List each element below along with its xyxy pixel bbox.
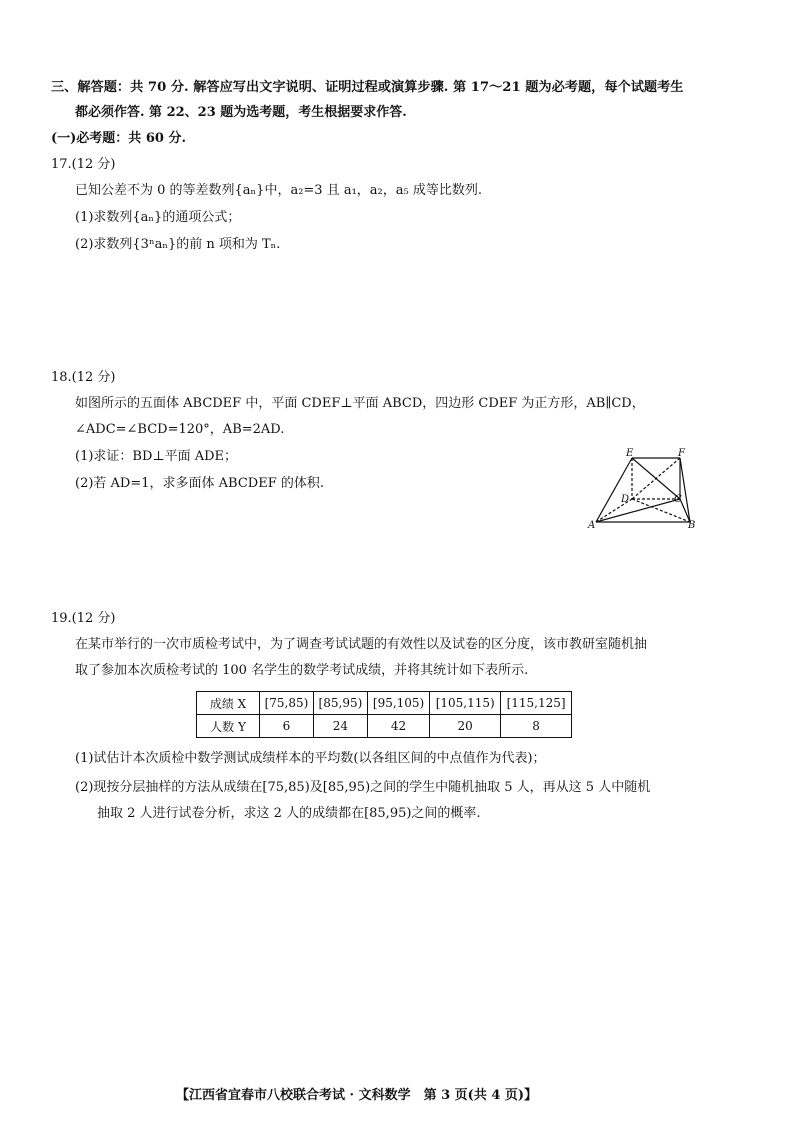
table-cell-interval: [95,105): [367, 692, 429, 715]
pentahedron-figure: [584, 448, 704, 534]
required-section-title: (一)必考题：共 60 分.: [51, 131, 186, 146]
section-intro-line-1: 三、解答题：共 70 分. 解答应写出文字说明、证明过程或演算步骤. 第 17～21 题为必考题，每个试题考生: [51, 80, 684, 95]
q17-part2: (2)求数列{3ⁿaₙ}的前 n 项和为 Tₙ.: [75, 237, 281, 252]
table-cell-interval: [115,125]: [501, 692, 572, 715]
edge-EA: [596, 458, 632, 522]
label-C: C: [674, 494, 682, 505]
table-row-counts: [197, 715, 572, 738]
q18-stem-line-1: 如图所示的五面体 ABCDEF 中，平面 CDEF⊥平面 ABCD，四边形 CDEF 为正方形，AB∥CD，: [75, 396, 645, 411]
q18-stem-line-2: ∠ADC=∠BCD=120°，AB=2AD.: [75, 422, 285, 437]
label-E: E: [626, 448, 634, 459]
q19-part2-line-2: 抽取 2 人进行试卷分析，求这 2 人的成绩都在[85,95)之间的概率.: [97, 806, 481, 821]
table-header-score: 成绩 X: [197, 692, 260, 715]
label-D: D: [621, 494, 630, 505]
section-intro-line-2: 都必须作答. 第 22、23 题为选考题，考生根据要求作答.: [75, 105, 407, 120]
q18-header: 18.(12 分): [51, 370, 116, 385]
q18-part2: (2)若 AD=1，求多面体 ABCDEF 的体积.: [75, 476, 324, 491]
q19-stem-line-2: 取了参加本次质检考试的 100 名学生的数学考试成绩，并将其统计如下表所示.: [75, 663, 529, 678]
page-footer: 【江西省宜春市八校联合考试 · 文科数学 第 3 页(共 4 页)】: [176, 1088, 538, 1103]
q17-stem: 已知公差不为 0 的等差数列{aₙ}中，a₂=3 且 a₁，a₂，a₅ 成等比数列.: [75, 183, 482, 198]
table-header-count: 人数 Y: [197, 715, 260, 738]
score-distribution-table: [196, 691, 572, 738]
label-F: F: [678, 448, 685, 459]
q19-part2-line-1: (2)现按分层抽样的方法从成绩在[75,85)及[85,95)之间的学生中随机抽取 5 人，再从这 5 人中随机: [75, 780, 651, 795]
edge-FB: [680, 458, 690, 522]
q19-stem-line-1: 在某市举行的一次市质检考试中，为了调查考试试题的有效性以及试卷的区分度，该市教研室随机抽: [75, 637, 648, 652]
q19-header: 19.(12 分): [51, 611, 116, 626]
table-row-scores: [197, 692, 572, 715]
table-cell-count: 6: [260, 715, 314, 738]
table-cell-count: 42: [367, 715, 429, 738]
label-B: B: [688, 520, 696, 531]
table-cell-count: 20: [430, 715, 501, 738]
q19-part1: (1)试估计本次质检中数学测试成绩样本的平均数(以各组区间的中点值作为代表)；: [75, 751, 546, 766]
table-cell-interval: [75,85): [260, 692, 314, 715]
table-cell-interval: [85,95): [313, 692, 367, 715]
edge-AC: [596, 499, 680, 522]
table-cell-count: 24: [313, 715, 367, 738]
table-cell-count: 8: [501, 715, 572, 738]
label-A: A: [588, 520, 596, 531]
q18-part1: (1)求证：BD⊥平面 ADE；: [75, 449, 238, 464]
q17-part1: (1)求数列{aₙ}的通项公式；: [75, 210, 241, 225]
table-cell-interval: [105,115): [430, 692, 501, 715]
q17-header: 17.(12 分): [51, 157, 116, 172]
